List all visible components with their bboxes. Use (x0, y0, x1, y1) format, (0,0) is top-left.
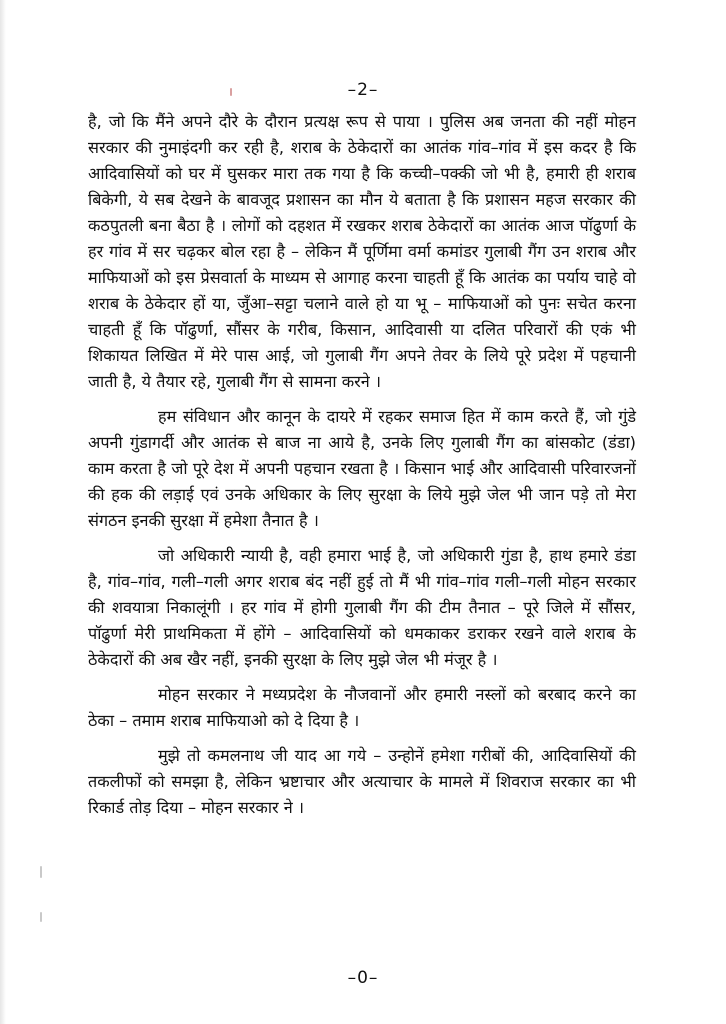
page-number: –2– (347, 80, 379, 100)
page-end-mark: –0– (347, 968, 379, 988)
paragraph-3: जो अधिकारी न्यायी है, वही हमारा भाई है, जो अधिकारी गुंडा है, हाथ हमारे डंडा है, गांव–गांव, गली–गली अगर शराब बंद नहीं हुई तो मैं भी गांव–गांव गली–गली मोहन सरकार की शवयात्रा निकालूंगी । हर गांव में होगी गुलाबी गैंग की टीम तैनात – पूरे जिले में सौंसर, पॉढुर्णा मेरी प्राथमिकता में होंगे – आदिवासियों को धमकाकर डराकर रखने वाले शराब के ठेकेदारों की अब खैर नहीं, इनकी सुरक्षा के लिए मुझे जेल भी मंजूर है । (88, 546, 636, 669)
paragraph-5: मुझे तो कमलनाथ जी याद आ गये – उन्होनें हमेशा गरीबों की, आदिवासियों की तकलीफों को समझा है, लेकिन भ्रष्टाचार और अत्याचार के मामले में शिवराज सरकार का भी रिकार्ड तोड़ दिया – मोहन सरकार ने । (88, 746, 636, 817)
paragraph-1: है, जो कि मैंने अपने दौरे के दौरान प्रत्यक्ष रूप से पाया । पुलिस अब जनता की नहीं मोहन सरकार की नुमाइंदगी कर रही है, शराब के ठेकेदारों का आतंक गांव–गांव में इस कदर है कि आदिवासियों को घर में घुसकर मारा तक गया है कि कच्ची–पक्की जो भी है, हमारी ही शराब बिकेगी, ये सब देखने के बावजूद प्रशासन का मौन ये बताता है कि प्रशासन महज सरकार की कठपुतली बना बैठा है । लोगों को दहशत में रखकर शराब ठेकेदारों का आतंक आज पॉढुर्णा के हर गांव में सर चढ़कर बोल रहा है – लेकिन मैं पूर्णिमा वर्मा कमांडर गुलाबी गैंग उन शराब और माफियाओं को इस प्रेसवार्ता के माध्यम से आगाह करना चाहती हूँ कि आतंक का पर्याय चाहे वो शराब के ठेकेदार हों या, जुँआ–सट्टा चलाने वाले हो या भू – माफियाओं को पुनः सचेत करना चाहती हूँ कि पॉढुर्णा, सौंसर के गरीब, किसान, आदिवासी या दलित परिवारों की एकं भी शिकायत लिखित में मेरे पास आई, जो गुलाबी गैंग अपने तेवर के लिये पूरे प्रदेश में पहचानी जाती है, ये तैयार रहे, गुलाबी गैंग से सामना करने । (88, 112, 636, 391)
scan-edge-shadow (0, 0, 6, 1024)
paragraph-2: हम संविधान और कानून के दायरे में रहकर समाज हित में काम करते हैं, जो गुंडे अपनी गुंडागर्दी और आतंक से बाज ना आये है, उनके लिए गुलाबी गैंग का बांसकोट (डंडा) काम करता है जो पूरे देश में अपनी पहचान रखता है । किसान भाई और आदिवासी परिवारजनों की हक की लड़ाई एवं उनके अधिकार के लिए सुरक्षा के लिये मुझे जेल भी जान पड़े तो मेरा संगठन इनकी सुरक्षा में हमेशा तैनात है । (88, 407, 636, 530)
scan-speck (40, 912, 42, 922)
scan-speck (40, 866, 42, 878)
document-body (88, 109, 636, 821)
paragraph-4: मोहन सरकार ने मध्यप्रदेश के नौजवानों और हमारी नस्लों को बरबाद करने का ठेका – तमाम शराब माफियाओ को दे दिया है । (88, 685, 636, 730)
